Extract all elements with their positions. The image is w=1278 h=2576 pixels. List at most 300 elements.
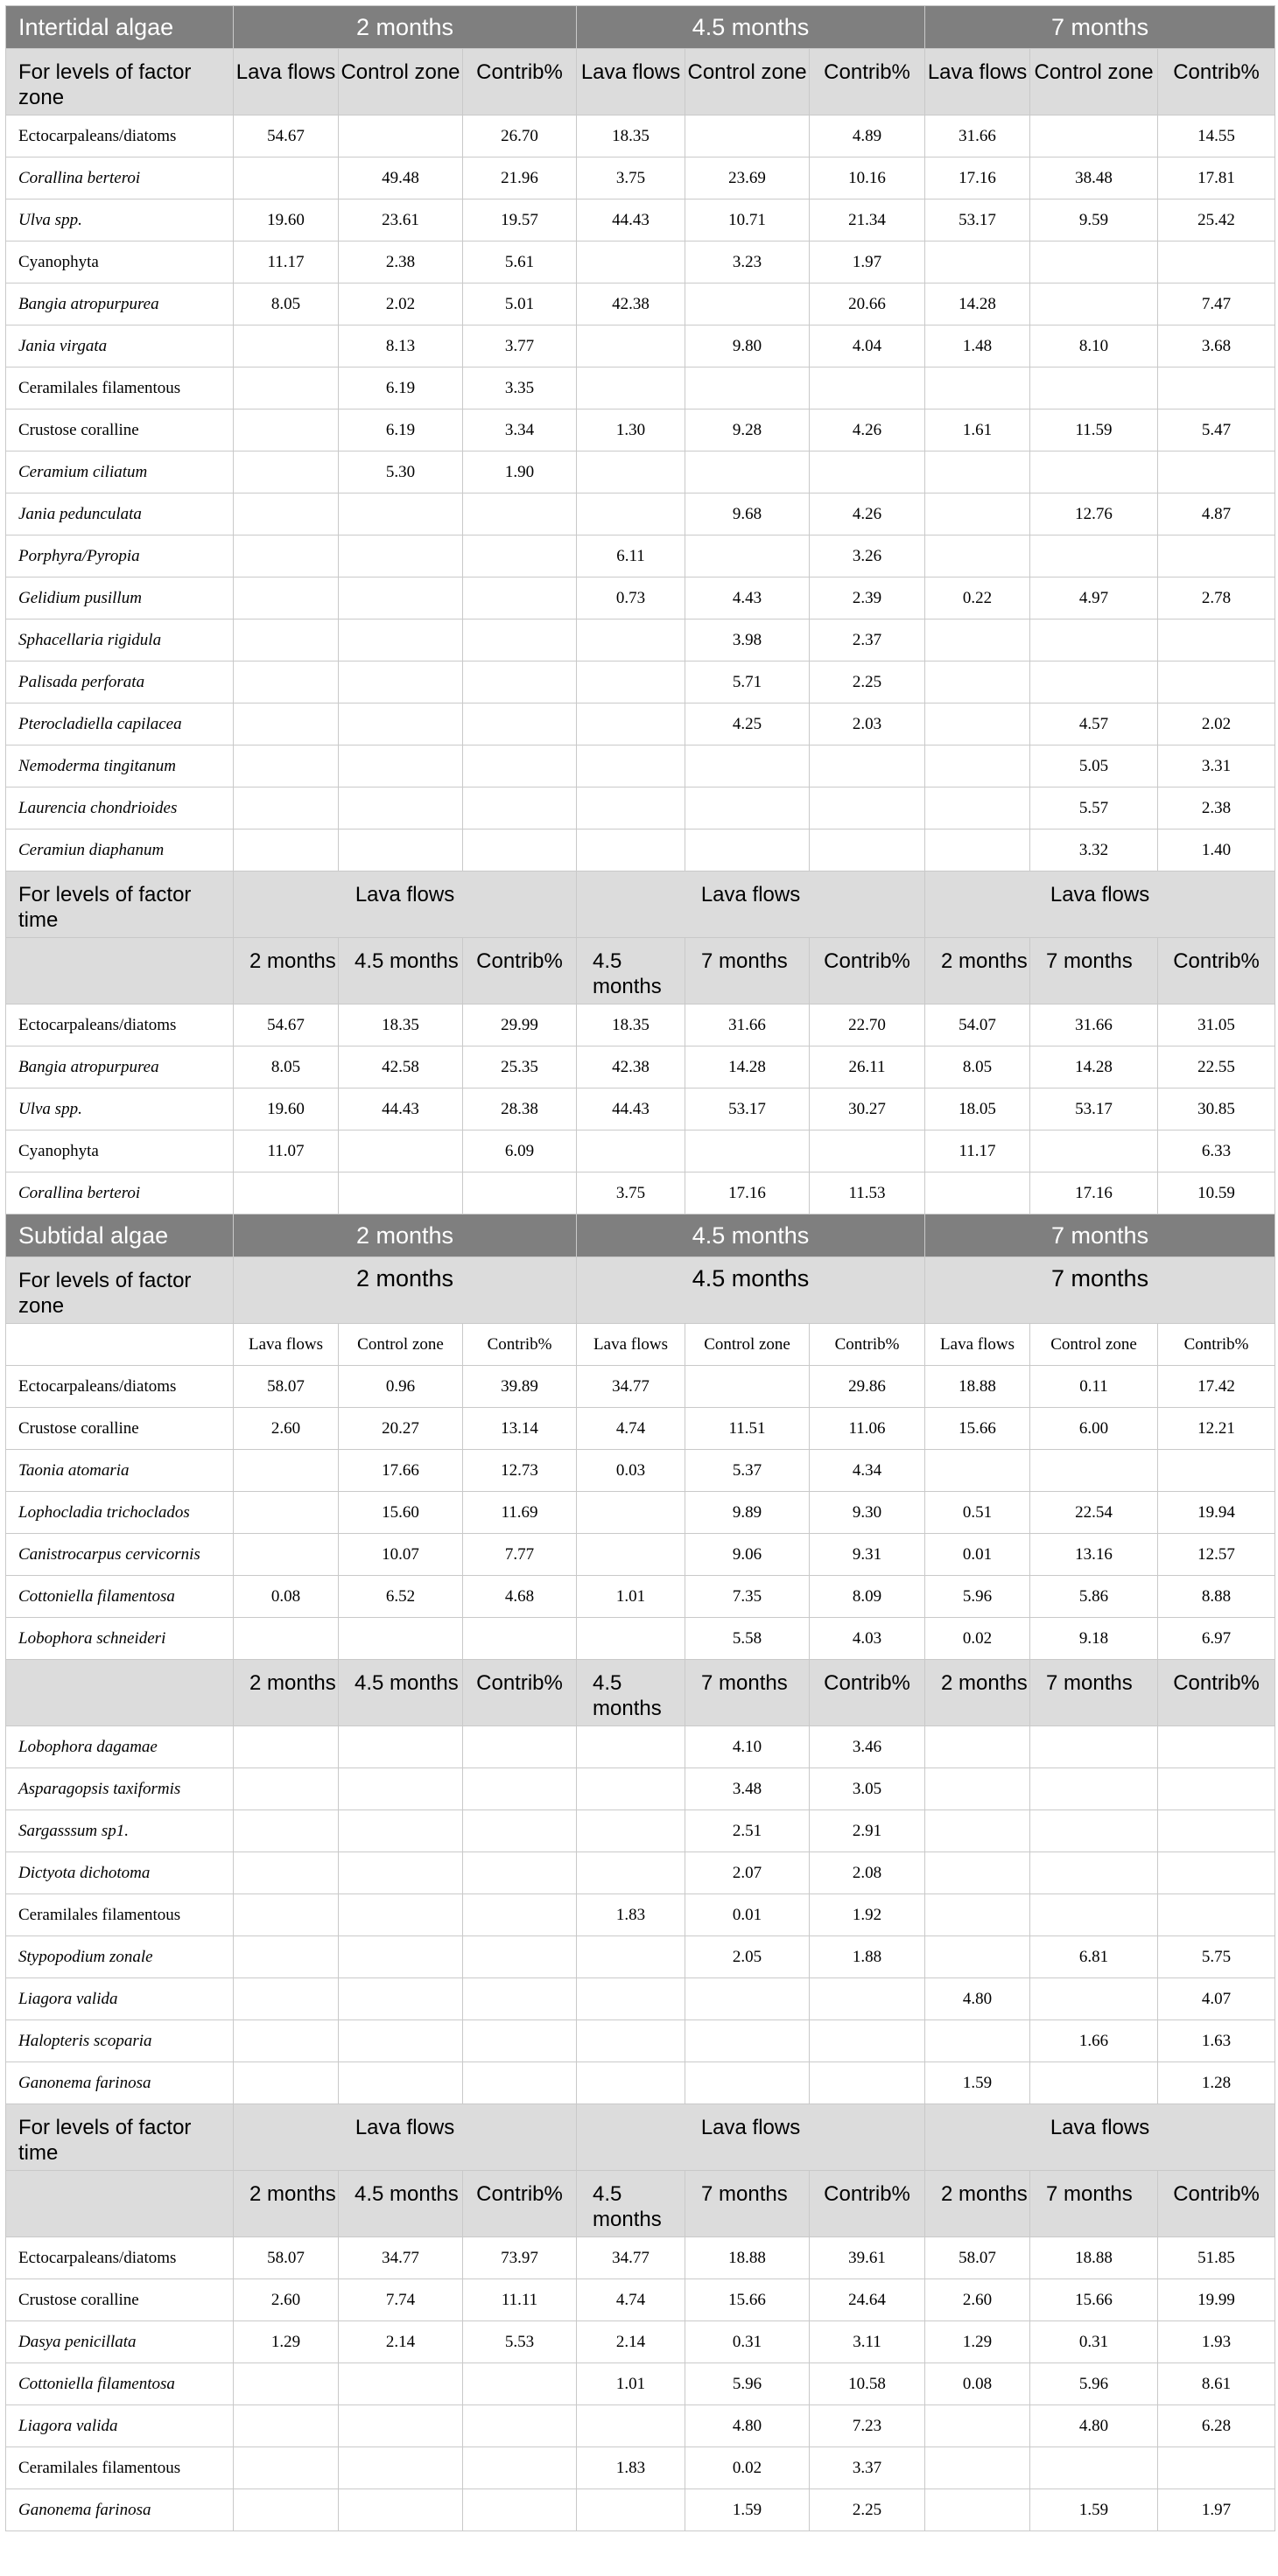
- value-cell: 12.21: [1158, 1408, 1275, 1450]
- value-cell: [925, 1894, 1030, 1936]
- value-cell: 19.60: [234, 200, 339, 242]
- value-cell: [577, 452, 685, 494]
- value-cell: 18.35: [339, 1004, 463, 1046]
- value-cell: 8.88: [1158, 1576, 1275, 1618]
- value-cell: [1030, 284, 1158, 326]
- value-cell: [925, 1768, 1030, 1810]
- value-cell: 3.32: [1030, 830, 1158, 872]
- period-header-row: [6, 938, 1275, 1004]
- value-cell: 3.05: [810, 1768, 925, 1810]
- value-cell: [577, 788, 685, 830]
- value-cell: [925, 2489, 1030, 2531]
- species-name: Sphacellaria rigidula: [6, 620, 234, 662]
- value-cell: [234, 2020, 339, 2062]
- value-cell: [463, 578, 577, 620]
- table-row: [6, 1894, 1275, 1936]
- value-cell: 4.80: [925, 1978, 1030, 2020]
- species-name: Asparagopsis taxiformis: [6, 1768, 234, 1810]
- value-cell: 19.99: [1158, 2279, 1275, 2321]
- column-header: Contrib%: [463, 1324, 577, 1366]
- value-cell: 53.17: [685, 1088, 810, 1130]
- value-cell: [577, 2020, 685, 2062]
- column-header: Contrib%: [810, 49, 925, 116]
- value-cell: [925, 1810, 1030, 1852]
- lava-flows-group-header: Lava flows: [234, 872, 577, 938]
- value-cell: [1030, 116, 1158, 158]
- value-cell: [925, 662, 1030, 704]
- value-cell: 1.59: [1030, 2489, 1158, 2531]
- table-row: [6, 2062, 1275, 2104]
- value-cell: 4.74: [577, 2279, 685, 2321]
- column-header: Contrib%: [463, 2171, 577, 2237]
- table-row: [6, 1726, 1275, 1768]
- value-cell: 5.53: [463, 2321, 577, 2363]
- value-cell: 51.85: [1158, 2237, 1275, 2279]
- value-cell: 17.16: [1030, 1172, 1158, 1214]
- value-cell: [234, 620, 339, 662]
- algae-contribution-table: [5, 5, 1275, 2531]
- value-cell: 5.86: [1030, 1576, 1158, 1618]
- value-cell: 5.96: [685, 2363, 810, 2405]
- value-cell: [463, 2447, 577, 2489]
- value-cell: 2.38: [339, 242, 463, 284]
- value-cell: [234, 830, 339, 872]
- value-cell: 39.61: [810, 2237, 925, 2279]
- table-row: [6, 2363, 1275, 2405]
- value-cell: 4.26: [810, 494, 925, 536]
- period-group-header: 4.5 months: [577, 1214, 925, 1257]
- species-name: Liagora valida: [6, 2405, 234, 2447]
- value-cell: [463, 662, 577, 704]
- zone-header-row: [6, 1257, 1275, 1324]
- species-name: Ceramilales filamentous: [6, 2447, 234, 2489]
- value-cell: [1158, 1726, 1275, 1768]
- species-name: Ectocarpaleans/diatoms: [6, 2237, 234, 2279]
- value-cell: 1.28: [1158, 2062, 1275, 2104]
- value-cell: [1030, 1810, 1158, 1852]
- value-cell: 0.02: [685, 2447, 810, 2489]
- value-cell: 49.48: [339, 158, 463, 200]
- species-name: Ganonema farinosa: [6, 2489, 234, 2531]
- value-cell: [810, 1130, 925, 1172]
- value-cell: 5.57: [1030, 788, 1158, 830]
- column-header: Lava flows: [234, 49, 339, 116]
- value-cell: 2.14: [339, 2321, 463, 2363]
- species-name: Porphyra/Pyropia: [6, 536, 234, 578]
- period-group-header: 2 months: [234, 1257, 577, 1324]
- value-cell: [234, 1768, 339, 1810]
- value-cell: 2.37: [810, 620, 925, 662]
- value-cell: 1.48: [925, 326, 1030, 368]
- value-cell: [810, 2062, 925, 2104]
- table-row: [6, 2489, 1275, 2531]
- value-cell: 58.07: [925, 2237, 1030, 2279]
- value-cell: 58.07: [234, 1366, 339, 1408]
- species-name: Palisada perforata: [6, 662, 234, 704]
- value-cell: [685, 746, 810, 788]
- value-cell: 3.75: [577, 1172, 685, 1214]
- value-cell: [925, 536, 1030, 578]
- value-cell: 0.31: [1030, 2321, 1158, 2363]
- value-cell: [234, 578, 339, 620]
- value-cell: 5.01: [463, 284, 577, 326]
- value-cell: [1158, 1450, 1275, 1492]
- lava-flows-group-header: Lava flows: [234, 2104, 577, 2171]
- value-cell: [1030, 1978, 1158, 2020]
- value-cell: 42.38: [577, 284, 685, 326]
- value-cell: [234, 410, 339, 452]
- value-cell: [234, 1852, 339, 1894]
- species-name: Crustose coralline: [6, 1408, 234, 1450]
- value-cell: [1158, 452, 1275, 494]
- value-cell: 2.25: [810, 662, 925, 704]
- table-row: [6, 284, 1275, 326]
- value-cell: 30.85: [1158, 1088, 1275, 1130]
- value-cell: 11.11: [463, 2279, 577, 2321]
- value-cell: [234, 494, 339, 536]
- table-row: [6, 242, 1275, 284]
- value-cell: [1158, 1852, 1275, 1894]
- value-cell: 0.01: [925, 1534, 1030, 1576]
- value-cell: [463, 1978, 577, 2020]
- value-cell: 17.16: [925, 158, 1030, 200]
- column-header: Lava flows: [925, 49, 1030, 116]
- value-cell: [339, 1172, 463, 1214]
- value-cell: 6.11: [577, 536, 685, 578]
- value-cell: 4.10: [685, 1726, 810, 1768]
- value-cell: 9.89: [685, 1492, 810, 1534]
- value-cell: [234, 536, 339, 578]
- table-row: [6, 1768, 1275, 1810]
- species-name: Ceramiun diaphanum: [6, 830, 234, 872]
- value-cell: [339, 1978, 463, 2020]
- value-cell: 19.57: [463, 200, 577, 242]
- value-cell: [1030, 2062, 1158, 2104]
- value-cell: 26.11: [810, 1046, 925, 1088]
- table-row: [6, 2020, 1275, 2062]
- value-cell: 1.63: [1158, 2020, 1275, 2062]
- value-cell: 1.88: [810, 1936, 925, 1978]
- value-cell: 0.96: [339, 1366, 463, 1408]
- table-row: [6, 1046, 1275, 1088]
- value-cell: 20.27: [339, 1408, 463, 1450]
- value-cell: 6.19: [339, 368, 463, 410]
- value-cell: 1.92: [810, 1894, 925, 1936]
- empty-cell: [6, 1660, 234, 1726]
- value-cell: 53.17: [925, 200, 1030, 242]
- value-cell: [1030, 1726, 1158, 1768]
- value-cell: 6.00: [1030, 1408, 1158, 1450]
- value-cell: 29.86: [810, 1366, 925, 1408]
- period-group-header: 7 months: [925, 1214, 1275, 1257]
- value-cell: 9.31: [810, 1534, 925, 1576]
- period-header-row: [6, 2171, 1275, 2237]
- value-cell: [339, 1810, 463, 1852]
- lava-flows-group-header: Lava flows: [577, 2104, 925, 2171]
- value-cell: 1.61: [925, 410, 1030, 452]
- value-cell: 73.97: [463, 2237, 577, 2279]
- column-header: Contrib%: [463, 49, 577, 116]
- value-cell: [234, 1172, 339, 1214]
- species-name: Crustose coralline: [6, 2279, 234, 2321]
- value-cell: 14.28: [1030, 1046, 1158, 1088]
- value-cell: [463, 1852, 577, 1894]
- value-cell: 2.38: [1158, 788, 1275, 830]
- value-cell: [577, 1936, 685, 1978]
- value-cell: 42.58: [339, 1046, 463, 1088]
- value-cell: [234, 158, 339, 200]
- value-cell: 3.31: [1158, 746, 1275, 788]
- column-header: 7 months: [1030, 2171, 1158, 2237]
- value-cell: [1158, 1768, 1275, 1810]
- species-name: Lophocladia trichoclados: [6, 1492, 234, 1534]
- table-row: [6, 410, 1275, 452]
- value-cell: [339, 1936, 463, 1978]
- time-factor-label: For levels of factor time: [6, 872, 234, 938]
- column-header: 2 months: [925, 2171, 1030, 2237]
- table-row: [6, 368, 1275, 410]
- value-cell: 11.51: [685, 1408, 810, 1450]
- value-cell: 22.54: [1030, 1492, 1158, 1534]
- value-cell: [1158, 620, 1275, 662]
- value-cell: [234, 746, 339, 788]
- value-cell: [463, 2020, 577, 2062]
- column-header: Contrib%: [810, 938, 925, 1004]
- value-cell: 24.64: [810, 2279, 925, 2321]
- value-cell: 9.18: [1030, 1618, 1158, 1660]
- table-body: [6, 6, 1275, 2531]
- column-header: Contrib%: [810, 1660, 925, 1726]
- table-row: [6, 1450, 1275, 1492]
- species-name: Jania pedunculata: [6, 494, 234, 536]
- column-header: Control zone: [339, 49, 463, 116]
- table-row: [6, 1172, 1275, 1214]
- value-cell: [925, 1450, 1030, 1492]
- species-name: Nemoderma tingitanum: [6, 746, 234, 788]
- value-cell: [234, 2062, 339, 2104]
- value-cell: [234, 2447, 339, 2489]
- value-cell: [685, 830, 810, 872]
- table-row: [6, 788, 1275, 830]
- value-cell: 11.06: [810, 1408, 925, 1450]
- value-cell: 18.35: [577, 1004, 685, 1046]
- table-row: [6, 1810, 1275, 1852]
- value-cell: [339, 1726, 463, 1768]
- value-cell: 19.60: [234, 1088, 339, 1130]
- table-row: [6, 158, 1275, 200]
- value-cell: [339, 1130, 463, 1172]
- value-cell: 18.88: [1030, 2237, 1158, 2279]
- value-cell: [339, 2447, 463, 2489]
- period-group-header: 2 months: [234, 1214, 577, 1257]
- value-cell: 6.09: [463, 1130, 577, 1172]
- value-cell: [463, 1894, 577, 1936]
- time-factor-header-row: [6, 872, 1275, 938]
- table-row: [6, 620, 1275, 662]
- value-cell: 2.39: [810, 578, 925, 620]
- value-cell: 2.07: [685, 1852, 810, 1894]
- species-name: Canistrocarpus cervicornis: [6, 1534, 234, 1576]
- value-cell: 2.02: [1158, 704, 1275, 746]
- value-cell: 3.98: [685, 620, 810, 662]
- value-cell: [577, 704, 685, 746]
- table-row: [6, 1978, 1275, 2020]
- column-header: 7 months: [1030, 1660, 1158, 1726]
- value-cell: 2.08: [810, 1852, 925, 1894]
- value-cell: [234, 1894, 339, 1936]
- value-cell: [234, 1726, 339, 1768]
- value-cell: [1030, 242, 1158, 284]
- value-cell: [339, 1768, 463, 1810]
- value-cell: [685, 116, 810, 158]
- value-cell: [339, 2405, 463, 2447]
- species-name: Ulva spp.: [6, 200, 234, 242]
- value-cell: [925, 2020, 1030, 2062]
- value-cell: [1030, 1768, 1158, 1810]
- value-cell: 2.02: [339, 284, 463, 326]
- value-cell: 1.97: [1158, 2489, 1275, 2531]
- value-cell: 4.34: [810, 1450, 925, 1492]
- table-row: [6, 1936, 1275, 1978]
- value-cell: [925, 1172, 1030, 1214]
- value-cell: [685, 1366, 810, 1408]
- value-cell: [577, 746, 685, 788]
- section-header-row: [6, 1214, 1275, 1257]
- value-cell: 2.14: [577, 2321, 685, 2363]
- value-cell: [1158, 368, 1275, 410]
- value-cell: [234, 1492, 339, 1534]
- value-cell: [685, 452, 810, 494]
- value-cell: [925, 788, 1030, 830]
- value-cell: [577, 1534, 685, 1576]
- value-cell: [1030, 368, 1158, 410]
- value-cell: 4.87: [1158, 494, 1275, 536]
- species-name: Ectocarpaleans/diatoms: [6, 1366, 234, 1408]
- table-row: [6, 830, 1275, 872]
- value-cell: [925, 620, 1030, 662]
- value-cell: [463, 2062, 577, 2104]
- value-cell: 1.01: [577, 2363, 685, 2405]
- value-cell: [810, 830, 925, 872]
- column-header: Control zone: [339, 1324, 463, 1366]
- value-cell: 8.10: [1030, 326, 1158, 368]
- column-header: Contrib%: [810, 1324, 925, 1366]
- value-cell: 11.07: [234, 1130, 339, 1172]
- value-cell: 44.43: [577, 200, 685, 242]
- value-cell: [234, 368, 339, 410]
- value-cell: 6.81: [1030, 1936, 1158, 1978]
- value-cell: [685, 284, 810, 326]
- value-cell: [234, 662, 339, 704]
- lava-flows-group-header: Lava flows: [925, 872, 1275, 938]
- value-cell: 9.06: [685, 1534, 810, 1576]
- value-cell: 18.88: [685, 2237, 810, 2279]
- zone-subheader-row: [6, 1324, 1275, 1366]
- column-header: Lava flows: [577, 1324, 685, 1366]
- value-cell: [925, 1852, 1030, 1894]
- value-cell: [1030, 620, 1158, 662]
- value-cell: [1158, 1810, 1275, 1852]
- value-cell: 3.35: [463, 368, 577, 410]
- value-cell: 5.30: [339, 452, 463, 494]
- species-name: Corallina berteroi: [6, 158, 234, 200]
- period-group-header: 7 months: [925, 6, 1275, 49]
- value-cell: 1.59: [925, 2062, 1030, 2104]
- value-cell: [577, 662, 685, 704]
- value-cell: 34.77: [577, 1366, 685, 1408]
- table-row: [6, 1408, 1275, 1450]
- value-cell: 5.71: [685, 662, 810, 704]
- column-header: Lava flows: [577, 49, 685, 116]
- value-cell: 10.59: [1158, 1172, 1275, 1214]
- value-cell: 4.57: [1030, 704, 1158, 746]
- value-cell: [1158, 242, 1275, 284]
- value-cell: 54.67: [234, 1004, 339, 1046]
- value-cell: 18.88: [925, 1366, 1030, 1408]
- value-cell: [463, 2405, 577, 2447]
- value-cell: 2.60: [925, 2279, 1030, 2321]
- value-cell: 9.68: [685, 494, 810, 536]
- value-cell: [463, 494, 577, 536]
- species-name: Halopteris scoparia: [6, 2020, 234, 2062]
- value-cell: 1.01: [577, 1576, 685, 1618]
- value-cell: [234, 1810, 339, 1852]
- section-title: Subtidal algae: [6, 1214, 234, 1257]
- value-cell: [810, 1978, 925, 2020]
- table-row: [6, 1576, 1275, 1618]
- value-cell: 5.96: [925, 1576, 1030, 1618]
- value-cell: [463, 1768, 577, 1810]
- value-cell: [339, 1618, 463, 1660]
- value-cell: 2.60: [234, 2279, 339, 2321]
- column-header: Lava flows: [234, 1324, 339, 1366]
- value-cell: [577, 1810, 685, 1852]
- table-row: [6, 1366, 1275, 1408]
- lava-flows-group-header: Lava flows: [925, 2104, 1275, 2171]
- table-row: [6, 326, 1275, 368]
- value-cell: 17.66: [339, 1450, 463, 1492]
- value-cell: 1.29: [234, 2321, 339, 2363]
- value-cell: 7.23: [810, 2405, 925, 2447]
- value-cell: [234, 2405, 339, 2447]
- value-cell: [1030, 536, 1158, 578]
- species-name: Liagora valida: [6, 1978, 234, 2020]
- value-cell: 3.26: [810, 536, 925, 578]
- value-cell: [810, 746, 925, 788]
- value-cell: [925, 830, 1030, 872]
- value-cell: [685, 1130, 810, 1172]
- value-cell: 5.58: [685, 1618, 810, 1660]
- column-header: 2 months: [234, 2171, 339, 2237]
- lava-flows-group-header: Lava flows: [577, 872, 925, 938]
- table-row: [6, 200, 1275, 242]
- value-cell: [925, 1936, 1030, 1978]
- value-cell: 4.74: [577, 1408, 685, 1450]
- value-cell: [577, 1618, 685, 1660]
- value-cell: [1158, 2447, 1275, 2489]
- value-cell: 2.78: [1158, 578, 1275, 620]
- value-cell: [463, 1618, 577, 1660]
- value-cell: [1030, 1130, 1158, 1172]
- value-cell: [1158, 1894, 1275, 1936]
- value-cell: [339, 1894, 463, 1936]
- value-cell: 8.05: [234, 284, 339, 326]
- value-cell: [577, 1726, 685, 1768]
- value-cell: 23.69: [685, 158, 810, 200]
- value-cell: 54.67: [234, 116, 339, 158]
- value-cell: 6.28: [1158, 2405, 1275, 2447]
- value-cell: [1030, 1852, 1158, 1894]
